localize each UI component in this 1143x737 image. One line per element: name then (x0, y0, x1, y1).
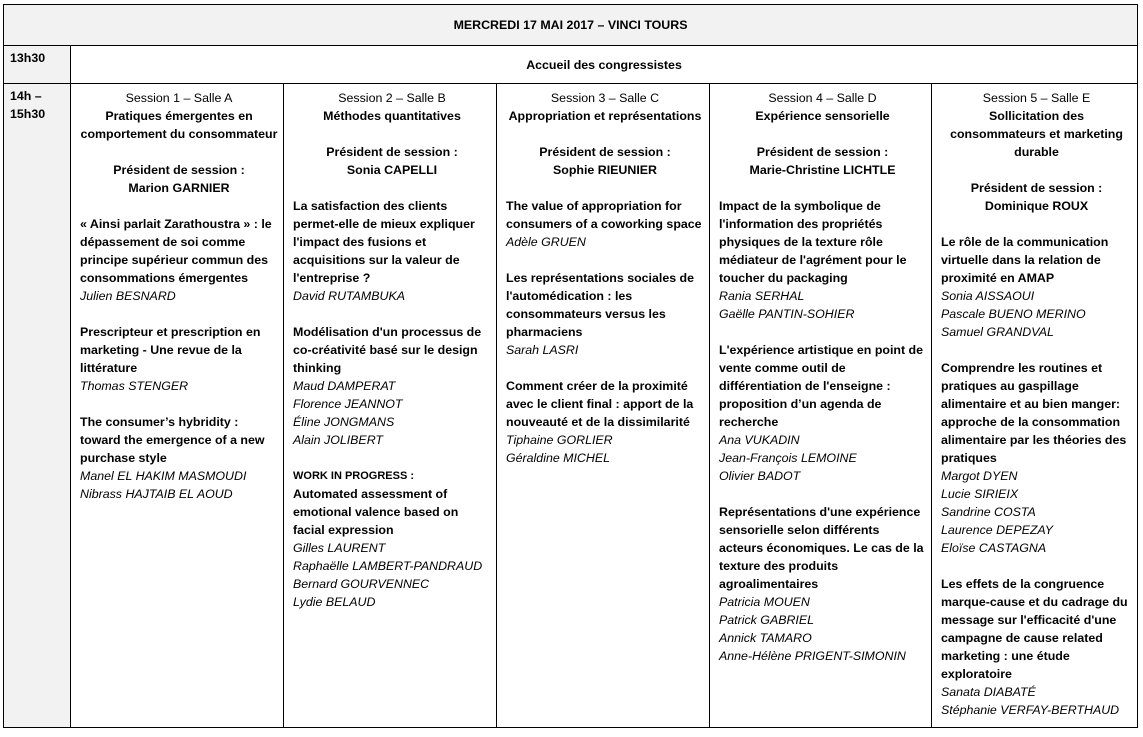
session-title: Pratiques émergentes en comportement du consommateur (80, 109, 278, 141)
paper-title: Comment créer de la proximité avec le client final : apport de la nouveauté et de la dissimilarité (506, 379, 694, 429)
time-slot (4, 84, 71, 728)
paper-author: Adèle GRUEN (506, 235, 586, 249)
paper-author: Margot DYEN (941, 469, 1018, 483)
paper-title: Modélisation d'un processus de co-créativité basé sur le design thinking (293, 325, 482, 375)
paper-entry (293, 197, 491, 305)
paper-entry (719, 197, 926, 323)
paper-author: Olivier BADOT (719, 469, 801, 483)
paper-author: Nibrass HAJTAIB EL AOUD (80, 487, 233, 501)
time-start: 14h – (10, 89, 42, 103)
paper-title: La satisfaction des clients permet-elle de mieux expliquer l'impact des fusions et acquisitions sur la valeur de l'entreprise ? (293, 199, 475, 285)
paper-title: The value of appropriation for consumers of a coworking space (506, 199, 702, 231)
paper-author: Ana VUKADIN (719, 433, 800, 447)
paper-entry (719, 503, 926, 665)
paper-title: Le rôle de la communication virtuelle dans la relation de proximité en AMAP (941, 235, 1109, 285)
paper-author: Lydie BELAUD (293, 595, 376, 609)
president-name: Sophie RIEUNIER (553, 163, 657, 177)
paper-author: Patrick GABRIEL (719, 613, 815, 627)
session-heading: Session 1 – Salle A (125, 91, 233, 105)
session-heading: Session 3 – Salle C (550, 91, 660, 105)
paper-title: Représentations d'une expérience sensorielle selon différents acteurs économiques. Le cas de la texture des produits agroalimentaires (719, 505, 924, 591)
president-name: Sonia CAPELLI (346, 163, 438, 177)
session-heading: Session 2 – Salle B (338, 91, 446, 105)
paper-title: Prescripteur et prescription en marketing - Une revue de la littérature (80, 325, 261, 375)
paper-author: Anne-Hélène PRIGENT-SIMONIN (719, 649, 906, 663)
paper-author: Bernard GOURVENNEC (293, 577, 430, 591)
paper-author: Gilles LAURENT (293, 541, 386, 555)
paper-title: Automated assessment of emotional valence based on facial expression (293, 487, 459, 537)
paper-entry (80, 323, 278, 395)
session-title: Expérience sensorielle (755, 109, 890, 123)
session-cell-4 (710, 84, 932, 728)
paper-author: Gaëlle PANTIN-SOHIER (719, 307, 855, 321)
paper-author: Rania SERHAL (719, 289, 805, 303)
paper-author: Florence JEANNOT (293, 397, 403, 411)
paper-entry (80, 413, 278, 503)
paper-author: Eloïse CASTAGNA (941, 541, 1047, 555)
president-label: Président de session : (756, 145, 889, 159)
paper-entry (293, 323, 491, 449)
paper-entry (80, 215, 278, 305)
paper-author: Jean-François LEMOINE (719, 451, 857, 465)
paper-author: Géraldine MICHEL (506, 451, 610, 465)
paper-entry (941, 359, 1132, 557)
program-sheet (3, 4, 1137, 733)
paper-entry (506, 377, 704, 467)
paper-title: The consumer’s hybridity : toward the emergence of a new purchase style (80, 415, 265, 465)
paper-author: Sanata DIABATÉ (941, 685, 1036, 699)
paper-author: Sandrine COSTA (941, 505, 1036, 519)
paper-author: David RUTAMBUKA (293, 289, 405, 303)
paper-entry (941, 575, 1132, 719)
work-in-progress-label: WORK IN PROGRESS : (293, 470, 415, 482)
session-cell-3 (497, 84, 710, 728)
welcome-row (4, 46, 1138, 84)
paper-author: Sarah LASRI (506, 343, 579, 357)
session-title: Sollicitation des consommateurs et marketing durable (950, 109, 1123, 159)
paper-author: Thomas STENGER (80, 379, 189, 393)
president-name: Marion GARNIER (128, 181, 230, 195)
paper-author: Julien BESNARD (80, 289, 176, 303)
paper-title: Les effets de la congruence marque-cause et du cadrage du message sur l'efficacité d'une campagne de cause related marketing : une étude exploratoire (941, 577, 1128, 681)
session-cell-2 (284, 84, 497, 728)
paper-author: Laurence DEPEZAY (941, 523, 1054, 537)
paper-entry (719, 341, 926, 485)
session-cell-1 (71, 84, 284, 728)
paper-title: L'expérience artistique en point de vente comme outil de différentiation de l'enseigne : proposition d’un agenda de recherche (719, 343, 923, 429)
day-title: MERCREDI 17 MAI 2017 – VINCI TOURS (4, 5, 1138, 46)
president-label: Président de session : (539, 145, 671, 159)
paper-entry (941, 233, 1132, 341)
session-title: Appropriation et représentations (508, 109, 702, 123)
paper-entry (506, 269, 704, 359)
paper-author: Patricia MOUEN (719, 595, 810, 609)
president-label: Président de session : (970, 181, 1103, 195)
president-name: Dominique ROUX (984, 199, 1089, 213)
session-cell-5 (932, 84, 1138, 728)
session-president (941, 179, 1132, 215)
time-slot: 13h30 (4, 46, 71, 84)
president-name: Marie-Christine LICHTLE (749, 163, 896, 177)
paper-title: Impact de la symbolique de l'information des propriétés physiques de la texture rôle médiateur de l'agrément pour le toucher du packaging (719, 199, 907, 285)
paper-author: Éline JONGMANS (293, 415, 395, 429)
header-row (4, 5, 1138, 46)
session-title: Méthodes quantitatives (323, 109, 461, 123)
session-heading: Session 5 – Salle E (982, 91, 1091, 105)
program-table (3, 4, 1138, 728)
paper-entry (293, 485, 491, 611)
session-president (719, 143, 926, 179)
session-president (293, 143, 491, 179)
paper-author: Lucie SIRIEIX (941, 487, 1019, 501)
paper-title: « Ainsi parlait Zarathoustra » : le dépassement de soi comme principe supérieur commun des consommations émergentes (80, 217, 272, 285)
paper-author: Stéphanie VERFAY-BERTHAUD (941, 703, 1120, 717)
session-heading: Session 4 – Salle D (768, 91, 877, 105)
paper-author: Raphaëlle LAMBERT-PANDRAUD (293, 559, 483, 573)
paper-author: Alain JOLIBERT (293, 433, 383, 447)
paper-author: Sonia AISSAOUI (941, 289, 1035, 303)
paper-author: Maud DAMPERAT (293, 379, 396, 393)
time-end: 15h30 (10, 107, 46, 121)
paper-title: Comprendre les routines et pratiques au gaspillage alimentaire et au bien manger: approche de la consommation alimentaire par les théories des pratiques (941, 361, 1127, 465)
paper-author: Samuel GRANDVAL (941, 325, 1054, 339)
paper-title: Les représentations sociales de l'automédication : les consommateurs versus les pharmaciens (506, 271, 695, 339)
paper-author: Pascale BUENO MERINO (941, 307, 1086, 321)
session-president (80, 161, 278, 197)
paper-author: Annick TAMARO (719, 631, 812, 645)
paper-author: Tiphaine GORLIER (506, 433, 613, 447)
sessions-row (4, 84, 1138, 728)
president-label: Président de session : (113, 163, 245, 177)
session-president (506, 143, 704, 179)
president-label: Président de session : (326, 145, 458, 159)
paper-entry (506, 197, 704, 251)
welcome-label: Accueil des congressistes (71, 46, 1138, 84)
paper-author: Manel EL HAKIM MASMOUDI (80, 469, 247, 483)
